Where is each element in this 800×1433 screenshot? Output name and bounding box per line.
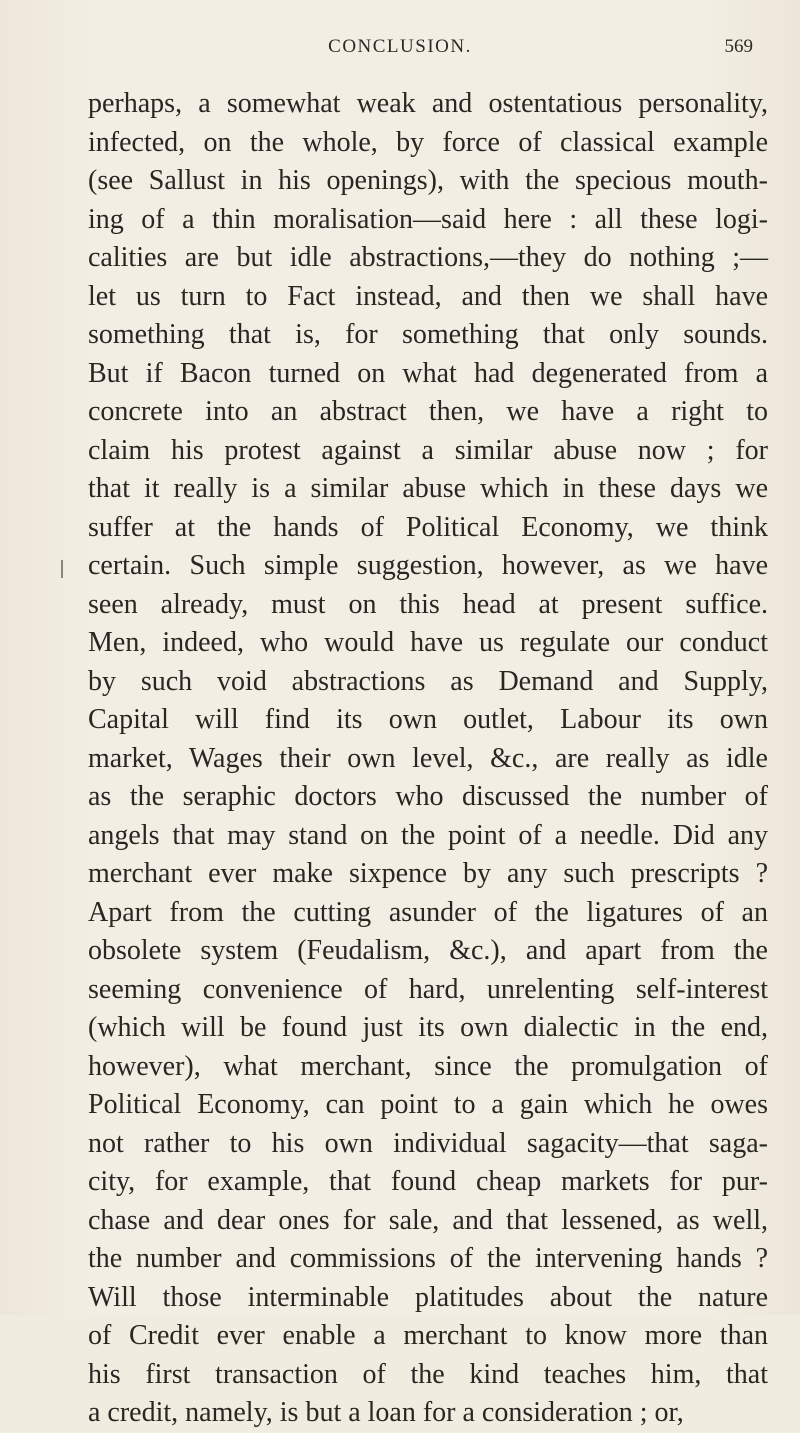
text-line: But if Bacon turned on what had degenerated from a [88,357,768,389]
text-line: of Credit ever enable a merchant to know more than [88,1320,768,1351]
text-line: that it really is a similar abuse which in these days we [88,473,768,504]
text-line: a credit, namely, is but a loan for a consideration ; or, [88,1397,684,1428]
text-line: however), what merchant, since the promulgation of [88,1050,768,1082]
text-line: the number and commissions of the intervening hands ? [88,1243,768,1274]
text-line: chase and dear ones for sale, and that lessened, as well, [88,1204,768,1236]
text-line: not rather to his own individual sagacity—that saga- [88,1127,768,1159]
text-line: city, for example, that found cheap markets for pur- [88,1166,768,1197]
margin-mark [61,560,63,578]
text-line: ing of a thin moralisation—said here : all these logi- [88,203,768,235]
text-line: Apart from the cutting asunder of the ligatures of an [88,896,768,928]
page-number: 569 [724,36,753,57]
text-line: calities are but idle abstractions,—they do nothing ;— [88,242,768,273]
text-line: merchant ever make sixpence by any such prescripts ? [88,858,768,889]
text-line: his first transaction of the kind teaches him, that [88,1358,768,1390]
text-line: market, Wages their own level, &c., are really as idle [88,742,768,774]
text-line: by such void abstractions as Demand and Supply, [88,665,768,697]
text-line: as the seraphic doctors who discussed the number of [88,781,768,812]
text-line: obsolete system (Feudalism, &c.), and apart from the [88,935,768,966]
text-line: seeming convenience of hard, unrelenting self-interest [88,973,768,1005]
text-line: suffer at the hands of Political Economy, we think [88,511,768,543]
text-line: angels that may stand on the point of a needle. Did any [88,819,768,851]
text-line: certain. Such simple suggestion, however, as we have [88,550,768,581]
page-header [0,36,800,66]
text-line: Political Economy, can point to a gain which he owes [88,1089,768,1120]
text-line: let us turn to Fact instead, and then we shall have [88,280,768,312]
text-line: infected, on the whole, by force of classical example [88,126,768,158]
text-line: perhaps, a somewhat weak and ostentatious personality, [88,88,768,119]
text-line: concrete into an abstract then, we have a right to [88,396,768,427]
body-text [88,85,768,1433]
text-line: (see Sallust in his openings), with the specious mouth- [88,165,768,196]
text-line: Men, indeed, who would have us regulate our conduct [88,627,768,658]
running-head: CONCLUSION. [328,36,472,57]
text-line: Capital will find its own outlet, Labour its own [88,704,768,735]
text-line: claim his protest against a similar abuse now ; for [88,434,768,466]
text-line: Will those interminable platitudes about the nature [88,1281,768,1313]
text-line: something that is, for something that only sounds. [88,319,768,350]
text-line: seen already, must on this head at present suffice. [88,588,768,620]
text-line: (which will be found just its own dialectic in the end, [88,1012,768,1043]
